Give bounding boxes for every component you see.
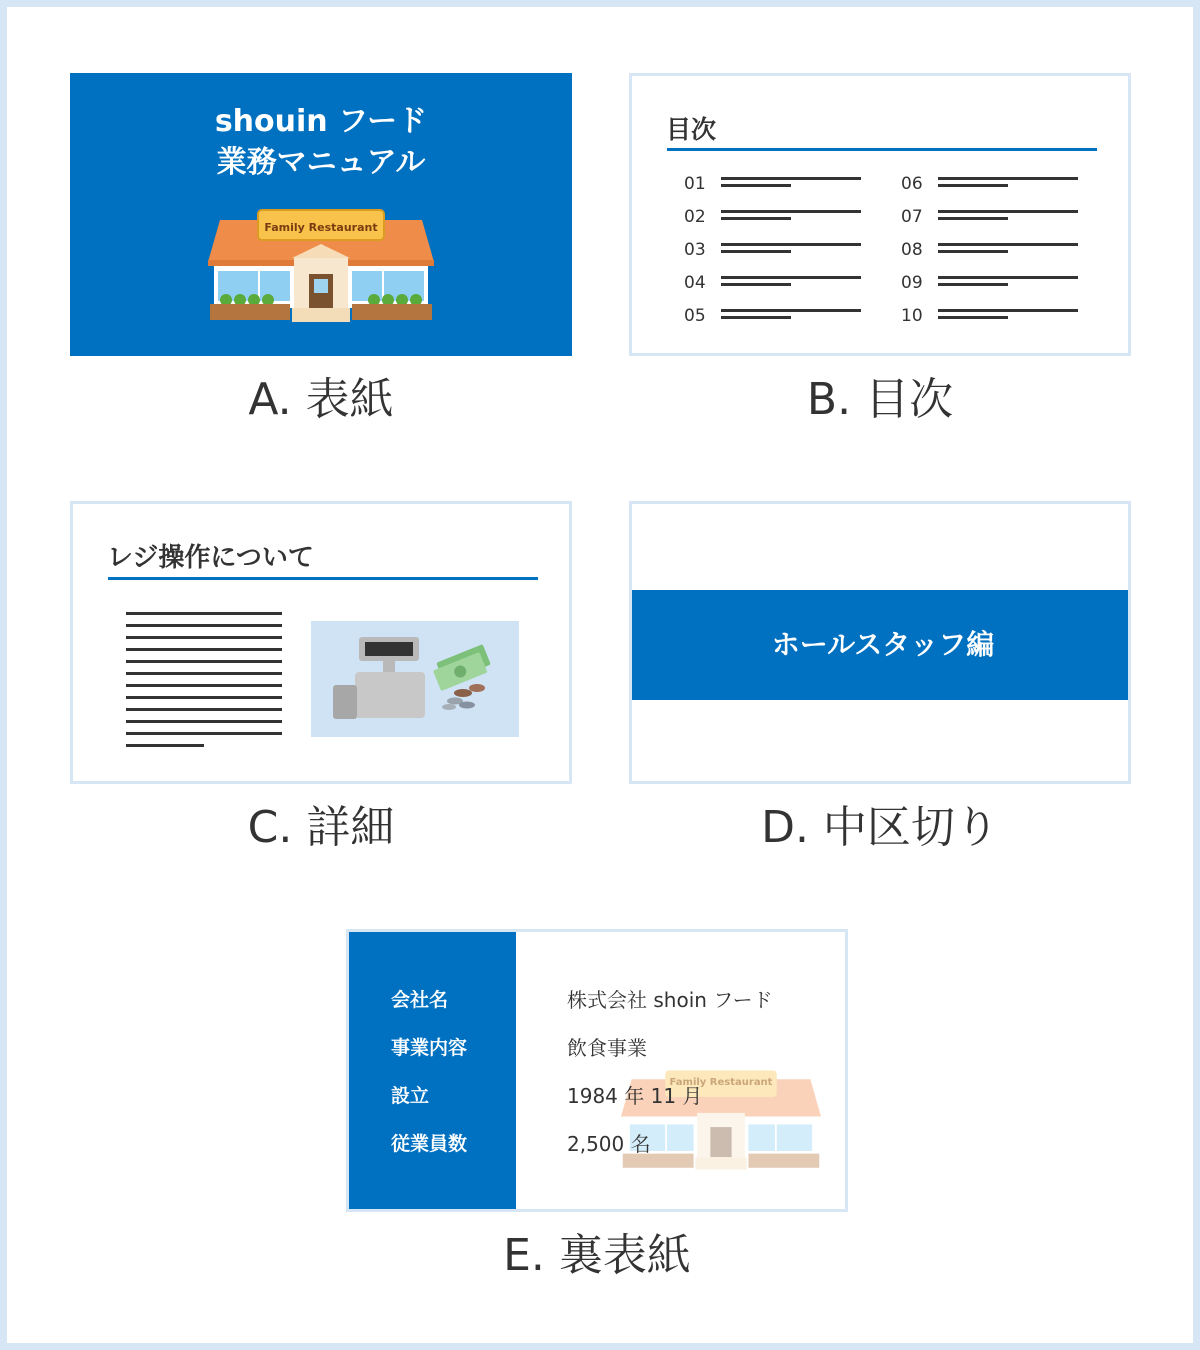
detail-heading: レジ操作について: [107, 543, 314, 573]
text-placeholder-line: [126, 720, 282, 723]
divider-caption: D. 中区切り: [761, 802, 999, 853]
cash-register-icon: [311, 621, 519, 737]
cash-register-image: [311, 621, 519, 737]
text-placeholder-line: [126, 672, 282, 675]
text-placeholder-line: [126, 660, 282, 663]
back-cover-caption: E. 裏表紙: [503, 1230, 691, 1281]
toc-item-number: 04: [684, 273, 706, 293]
divider-title: ホールスタッフ編: [771, 628, 995, 661]
toc-item-number: 05: [684, 306, 706, 326]
placeholder-line: [721, 243, 861, 246]
text-placeholder-line: [126, 612, 282, 615]
toc-item-number: 09: [901, 273, 923, 293]
divider-band: [629, 590, 1131, 700]
employees-label: 従業員数: [391, 1133, 468, 1155]
placeholder-line: [938, 184, 1008, 187]
text-placeholder-line: [126, 744, 204, 747]
placeholder-line: [938, 217, 1008, 220]
placeholder-line: [721, 250, 791, 253]
toc-item-number: 02: [684, 207, 706, 227]
placeholder-line: [721, 316, 791, 319]
text-placeholder-line: [126, 708, 282, 711]
placeholder-line: [938, 250, 1008, 253]
text-placeholder-line: [126, 696, 282, 699]
detail-underline: [108, 577, 538, 580]
cover-title: [70, 101, 572, 183]
text-placeholder-line: [126, 648, 282, 651]
placeholder-line: [721, 184, 791, 187]
detail-caption: C. 詳細: [247, 802, 395, 853]
company-info-panel: [346, 929, 516, 1212]
text-placeholder-line: [126, 684, 282, 687]
toc-item-number: 01: [684, 174, 706, 194]
restaurant-sign-text: Family Restaurant: [264, 221, 378, 234]
cover-slide-thumbnail[interactable]: [70, 73, 572, 356]
cover-caption: A. 表紙: [248, 374, 394, 425]
placeholder-line: [721, 210, 861, 213]
business-label: 事業内容: [391, 1037, 468, 1059]
toc-item-number: 03: [684, 240, 706, 260]
toc-item-number: 06: [901, 174, 923, 194]
cover-title-line1: shouin フード: [214, 104, 428, 139]
founded-label: 設立: [391, 1085, 430, 1107]
placeholder-line: [721, 283, 791, 286]
placeholder-line: [721, 177, 861, 180]
toc-underline: [667, 148, 1097, 151]
toc-item-number: 08: [901, 240, 923, 260]
toc-item-number: 07: [901, 207, 923, 227]
placeholder-line: [938, 309, 1078, 312]
employees-value: 2,500 名: [567, 1132, 651, 1156]
toc-heading: 目次: [666, 115, 717, 144]
placeholder-line: [938, 210, 1078, 213]
placeholder-line: [938, 276, 1078, 279]
text-placeholder-line: [126, 624, 282, 627]
placeholder-line: [721, 276, 861, 279]
toc-item-number: 10: [901, 306, 923, 326]
cover-title-line2: 業務マニュアル: [216, 145, 426, 180]
company-name-value: 株式会社 shoin フード: [567, 988, 773, 1012]
detail-slide-thumbnail[interactable]: [70, 501, 572, 784]
placeholder-line: [721, 309, 861, 312]
placeholder-line: [938, 316, 1008, 319]
text-placeholder-line: [126, 732, 282, 735]
toc-slide-thumbnail[interactable]: [629, 73, 1131, 356]
business-value: 飲食事業: [567, 1036, 647, 1060]
toc-caption: B. 目次: [806, 374, 954, 425]
placeholder-line: [938, 243, 1078, 246]
divider-slide-thumbnail[interactable]: [629, 501, 1131, 784]
founded-value: 1984 年 11 月: [567, 1084, 703, 1108]
back-cover-slide-thumbnail[interactable]: [346, 929, 848, 1212]
restaurant-watermark-sign: Family Restaurant: [669, 1077, 773, 1088]
placeholder-line: [938, 177, 1078, 180]
placeholder-line: [938, 283, 1008, 286]
company-name-label: 会社名: [391, 989, 449, 1011]
text-placeholder-line: [126, 636, 282, 639]
placeholder-line: [721, 217, 791, 220]
